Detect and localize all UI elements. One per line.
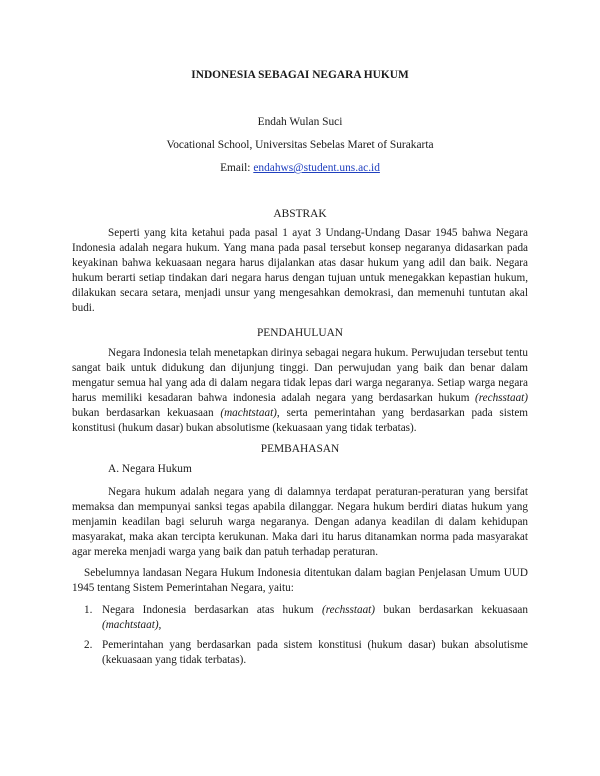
pembahasan-heading: PEMBAHASAN xyxy=(260,443,340,455)
paper-title: INDONESIA SEBAGAI NEGARA HUKUM xyxy=(191,69,409,81)
author-name: Endah Wulan Suci xyxy=(257,116,343,128)
pendahuluan-text-b: bukan berdasarkan kekuasaan xyxy=(72,407,221,419)
term-machtstaat: (machtstaat), xyxy=(102,619,162,631)
term-rechsstaat: (rechsstaat) xyxy=(321,604,376,616)
numbered-list xyxy=(72,603,528,668)
list-number: 1. xyxy=(84,604,93,616)
subheading-negara-hukum: A. Negara Hukum xyxy=(108,463,192,475)
pendahuluan-heading: PENDAHULUAN xyxy=(256,327,344,339)
pendahuluan-paragraph xyxy=(72,346,528,436)
list-item xyxy=(72,603,528,633)
pembahasan-paragraph-1 xyxy=(72,485,528,560)
pendahuluan-text-c: , serta pemerintahan yang berdasarkan pada sistem konstitusi (hukum dasar) bukan absolutisme (kekuasaan yang tidak terbatas). xyxy=(72,407,528,434)
email-label: Email: xyxy=(220,162,251,174)
pembahasan-text-2: Sebelumnya landasan Negara Hukum Indonesia ditentukan dalam bagian Penjelasan Umum UUD 1945 tentang Sistem Pemerintahan Negara, yaitu: xyxy=(72,567,528,594)
pembahasan-paragraph-2 xyxy=(72,566,528,596)
pembahasan-text-1: Negara hukum adalah negara yang di dalamnya terdapat peraturan-peraturan yang bersifat memaksa dan mempunyai sanksi tegas apabila dilanggar. Negara hukum berdiri diatas hukum yang menjamin keadilan bagi seluruh warga negaranya. Dengan adanya keadilan di dalam kehidupan masyarakat, maka akan tercipta kerukunan. Maka dari itu harus ditanamkan norma pada masyarakat agar mereka menjadi warga yang baik dan patuh terhadap peraturan. xyxy=(72,486,528,558)
term-machtstaat: (machtstaat) xyxy=(220,407,277,419)
abstrak-paragraph xyxy=(72,226,528,316)
list-item-text-a: Negara Indonesia berdasarkan atas hukum xyxy=(102,604,322,616)
email-link[interactable]: endahws@student.uns.ac.id xyxy=(253,162,380,174)
abstrak-heading: ABSTRAK xyxy=(273,208,327,220)
term-rechsstaat: (rechsstaat) xyxy=(474,392,528,404)
pendahuluan-text-a: Negara Indonesia telah menetapkan dirinya sebagai negara hukum. Perwujudan tersebut tentu sangat baik untuk didukung dan dijunjung tinggi. Dan perwujudan yang baik dan benar dalam mengatur semua hal yang ada di dalam negara tidak lepas dari warga negaranya. Setiap warga negara harus memiliki kesadaran bahwa indonesia adalah negara yang berdasarkan hukum xyxy=(72,347,528,404)
author-email-line xyxy=(72,161,528,175)
abstrak-text: Seperti yang kita ketahui pada pasal 1 ayat 3 Undang-Undang Dasar 1945 bahwa Negara Indonesia adalah negara hukum. Yang mana pada pasal tersebut konsep negaranya didasarkan pada keyakinan bahwa kekuasaan negara harus dijalankan atas dasar hukum yang adil dan baik. Negara hukum berarti setiap tindakan dari negara harus dengan tujuan untuk menegakkan kepastian hukum, dilakukan secara setara, menjadi unsur yang mengesahkan demokrasi, dan memenuhi tuntutan akal budi. xyxy=(72,227,528,314)
author-affiliation: Vocational School, Universitas Sebelas Maret of Surakarta xyxy=(166,139,434,151)
list-item-text-b: bukan berdasarkan kekuasaan xyxy=(375,604,528,616)
list-item xyxy=(72,638,528,668)
list-number: 2. xyxy=(84,639,93,651)
list-item-text: Pemerintahan yang berdasarkan pada sistem konstitusi (hukum dasar) bukan absolutisme (kekuasaan yang tidak terbatas). xyxy=(102,639,528,666)
